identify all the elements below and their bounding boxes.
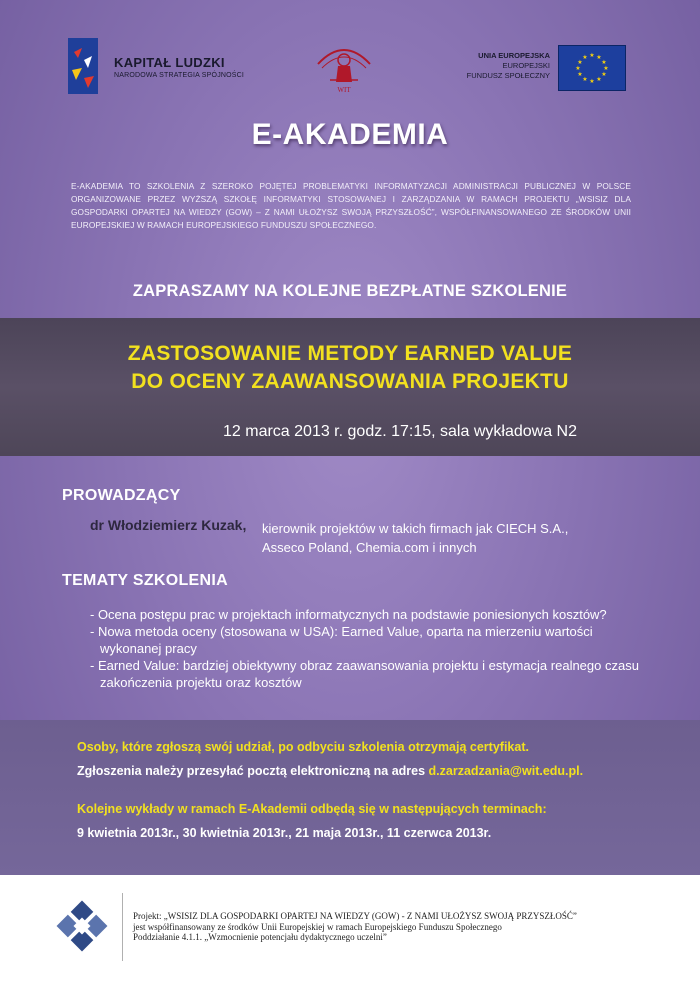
wit-label: WIT (337, 86, 351, 94)
footer (0, 875, 700, 990)
intro-paragraph: E-AKADEMIA TO SZKOLENIA Z SZEROKO POJĘTEJ PROBLEMATYKI INFORMATYZACJI ADMINISTRACJI PUBLICZNEJ W POLSCE ORGANIZOWANE PRZEZ WYŻSZĄ SZKOŁĘ INFORMATYKI STOSOWANEJ I ZARZĄDZANIA W RAMACH PROJEKTU „WSISIZ DLA GOSPODARKI OPARTEJ NA WIEDZY (GOW) – Z NAMI UŁOŻYSZ SWOJĄ PRZYSZŁOŚĆ”, WSPÓŁFINANSOWANEGO ZE ŚRODKÓW UNII EUROPEJSKIEJ W RAMACH EUROPEJSKIEGO FUNDUSZU SPOŁECZNEGO. (71, 181, 631, 230)
svg-text:★: ★ (582, 76, 588, 83)
topics-list (90, 606, 650, 691)
topic-item: - Ocena postępu prac w projektach informatycznych na podstawie poniesionych kosztów? (90, 607, 607, 622)
svg-text:★: ★ (589, 78, 595, 85)
footer-line2: jest współfinansowany ze środków Unii Europejskiej w ramach Europejskiego Funduszu Społecznego (133, 921, 502, 932)
lecture-title-line2: DO OCENY ZAAWANSOWANIA PROJEKTU (131, 370, 569, 393)
lecturer-heading: PROWADZĄCY (62, 487, 181, 504)
kapital-subtitle: NARODOWA STRATEGIA SPÓJNOŚCI (114, 72, 245, 79)
lecture-date: 12 marca 2013 r. godz. 17:15, sala wykładowa N2 (223, 423, 577, 440)
topics-heading: TEMATY SZKOLENIA (62, 572, 228, 589)
logo-bar (0, 0, 700, 110)
kapital-ludzki-logo (68, 38, 98, 94)
footer-line3: Poddziałanie 4.1.1. „Wzmocnienie potencjału dydaktycznego uczelni” (133, 932, 387, 942)
registration-note (77, 764, 583, 778)
certificate-note: Osoby, które zgłoszą swój udział, po odbyciu szkolenia otrzymają certyfikat. (77, 740, 529, 754)
svg-text:★: ★ (601, 71, 607, 78)
kapital-ludzki-text (114, 55, 244, 79)
registration-email-link[interactable]: d.zarzadzania@wit.edu.pl. (428, 764, 584, 778)
lecturer-desc-line1: kierownik projektów w takich firmach jak CIECH S.A., (262, 521, 569, 536)
svg-text:★: ★ (577, 59, 583, 66)
lecturer-description (262, 519, 622, 557)
svg-text:★: ★ (577, 71, 583, 78)
lecturer-name: dr Włodziemierz Kuzak, (90, 517, 247, 533)
eu-text (440, 51, 550, 81)
eu-line3: FUNDUSZ SPOŁECZNY (466, 71, 550, 80)
registration-text: Zgłoszenia należy przesyłać pocztą elektroniczną na adres (77, 764, 426, 778)
svg-text:★: ★ (601, 59, 607, 66)
svg-text:★: ★ (589, 52, 595, 59)
eu-line2: EUROPEJSKI (502, 61, 550, 70)
footer-line1: Projekt: „WSISIZ DLA GOSPODARKI OPARTEJ NA WIEDZY (GOW) - Z NAMI UŁOŻYSZ SWOJĄ PRZYSZŁOŚĆ” (133, 911, 577, 921)
kapital-title: KAPITAŁ LUDZKI (114, 55, 225, 70)
diamond-logo-icon (55, 899, 109, 953)
footer-divider (122, 893, 123, 961)
svg-text:★: ★ (603, 65, 609, 72)
topic-item: - Nowa metoda oceny (stosowana w USA): Earned Value, oparta na mierzeniu wartości wykonanej pracy (90, 624, 593, 656)
lecturer-desc-line2: Asseco Poland, Chemia.com i innych (262, 540, 477, 555)
footer-text (133, 911, 577, 943)
topic-item: - Earned Value: bardziej obiektywny obraz zaawansowania projektu i estymacja realnego czasu zakończenia projektu oraz kosztów (90, 658, 639, 690)
next-lectures-dates: 9 kwietnia 2013r., 30 kwietnia 2013r., 21 maja 2013r., 11 czerwca 2013r. (77, 826, 492, 840)
svg-text:★: ★ (575, 65, 581, 72)
eu-flag-icon (558, 45, 626, 91)
page-title: E-AKADEMIA (251, 118, 449, 151)
next-lectures-heading: Kolejne wykłady w ramach E-Akademii odbędą się w następujących terminach: (77, 802, 547, 816)
lecture-title (0, 340, 700, 396)
svg-text:★: ★ (582, 54, 588, 61)
lecture-title-line1: ZASTOSOWANIE METODY EARNED VALUE (127, 342, 573, 365)
svg-text:★: ★ (596, 54, 602, 61)
wit-emblem (308, 36, 380, 96)
eu-line1: UNIA EUROPEJSKA (478, 51, 550, 60)
invite-heading: ZAPRASZAMY NA KOLEJNE BEZPŁATNE SZKOLENIE (132, 282, 568, 300)
svg-text:★: ★ (596, 76, 602, 83)
